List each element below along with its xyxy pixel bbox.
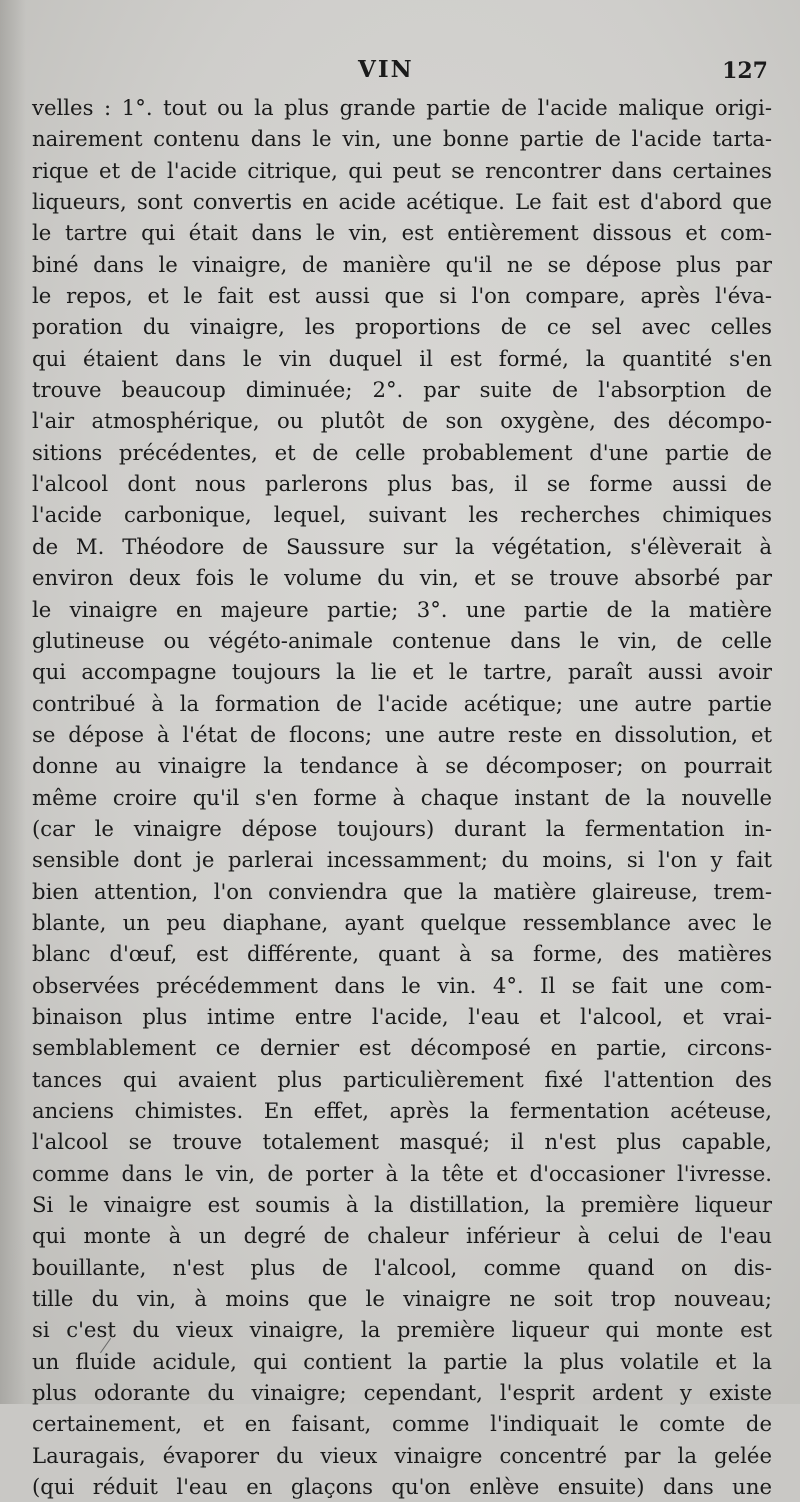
text-line: glutineuse ou végéto-animale contenue dans le vin, de celle <box>32 627 772 653</box>
text-line: le vinaigre en majeure partie; 3°. une partie de la matière <box>32 596 772 622</box>
text-line: velles : 1°. tout ou la plus grande partie de l'acide malique origi- <box>32 95 772 120</box>
text-line: le repos, et le fait est aussi que si l'on compare, après l'éva- <box>32 283 772 309</box>
text-line: anciens chimistes. En effet, après la fermentation acéteuse, <box>32 1098 772 1123</box>
text-line: rique et de l'acide citrique, qui peut se rencontrer dans certaines <box>32 157 772 183</box>
text-line: environ deux fois le volume du vin, et se trouve absorbé par <box>32 565 772 591</box>
text-line: qui accompagne toujours la lie et le tartre, paraît aussi avoir <box>32 659 772 685</box>
text-line: plus odorante du vinaigre; cependant, l'esprit ardent y existe <box>32 1380 772 1406</box>
page-header <box>30 50 768 90</box>
text-line: nairement contenu dans le vin, une bonne partie de l'acide tarta- <box>32 126 772 152</box>
text-line: qui étaient dans le vin duquel il est formé, la quantité s'en <box>32 345 772 371</box>
text-line: qui monte à un degré de chaleur inférieur à celui de l'eau <box>32 1223 772 1249</box>
text-line: certainement, et en faisant, comme l'indiquait le comte de <box>32 1411 772 1437</box>
text-line: un fluide acidule, qui contient la partie la plus volatile et la <box>32 1348 772 1374</box>
text-line: de M. Théodore de Saussure sur la végétation, s'élèverait à <box>32 533 772 559</box>
text-line: comme dans le vin, de porter à la tête et d'occasioner l'ivresse. <box>32 1160 772 1186</box>
text-line: se dépose à l'état de flocons; une autre reste en dissolution, et <box>32 721 772 747</box>
text-line: binaison plus intime entre l'acide, l'eau et l'alcool, et vrai- <box>32 1003 772 1029</box>
text-line: blante, un peu diaphane, ayant quelque ressemblance avec le <box>32 909 772 935</box>
body-text <box>32 92 772 1502</box>
text-line: l'air atmosphérique, ou plutôt de son oxygène, des décompo- <box>32 408 772 434</box>
text-line: tille du vin, à moins que le vinaigre ne soit trop nouveau; <box>32 1286 772 1312</box>
text-line: le tartre qui était dans le vin, est entièrement dissous et com- <box>32 220 772 246</box>
text-line: l'alcool se trouve totalement masqué; il n'est plus capable, <box>32 1129 772 1155</box>
text-line: si c'est du vieux vinaigre, la première liqueur qui monte est <box>32 1317 772 1343</box>
text-line: blanc d'œuf, est différente, quant à sa forme, des matières <box>32 941 772 967</box>
text-line: même croire qu'il s'en forme à chaque instant de la nouvelle <box>32 784 772 810</box>
text-line: sitions précédentes, et de celle probablement d'une partie de <box>32 439 772 465</box>
text-line: bien attention, l'on conviendra que la matière glaireuse, trem- <box>32 878 772 904</box>
text-line: Lauragais, évaporer du vieux vinaigre concentré par la gelée <box>32 1442 772 1468</box>
text-line: donne au vinaigre la tendance à se décomposer; on pourrait <box>32 753 772 779</box>
text-line: poration du vinaigre, les proportions de ce sel avec celles <box>32 314 772 340</box>
text-line: Si le vinaigre est soumis à la distillation, la première liqueur <box>32 1192 772 1218</box>
text-line: sensible dont je parlerai incessamment; du moins, si l'on y fait <box>32 847 772 873</box>
text-line: bouillante, n'est plus de l'alcool, comme quand on dis- <box>32 1254 772 1280</box>
text-line: l'alcool dont nous parlerons plus bas, il se forme aussi de <box>32 471 772 497</box>
text-line: liqueurs, sont convertis en acide acétique. Le fait est d'abord que <box>32 189 772 215</box>
text-line: observées précédemment dans le vin. 4°. Il se fait une com- <box>32 972 772 998</box>
text-line: biné dans le vinaigre, de manière qu'il ne se dépose plus par <box>32 251 772 277</box>
text-line: (car le vinaigre dépose toujours) durant la fermentation in- <box>32 815 772 841</box>
text-line: contribué à la formation de l'acide acétique; une autre partie <box>32 690 772 716</box>
text-line: tances qui avaient plus particulièrement fixé l'attention des <box>32 1066 772 1092</box>
running-head: VIN <box>358 56 414 83</box>
text-line: l'acide carbonique, lequel, suivant les recherches chimiques <box>32 502 772 528</box>
text-line: trouve beaucoup diminuée; 2°. par suite de l'absorption de <box>32 377 772 403</box>
text-line: (qui réduit l'eau en glaçons qu'on enlève ensuite) dans une <box>32 1474 772 1500</box>
page-number: 127 <box>722 58 768 84</box>
text-line: semblablement ce dernier est décomposé en partie, circons- <box>32 1035 772 1061</box>
